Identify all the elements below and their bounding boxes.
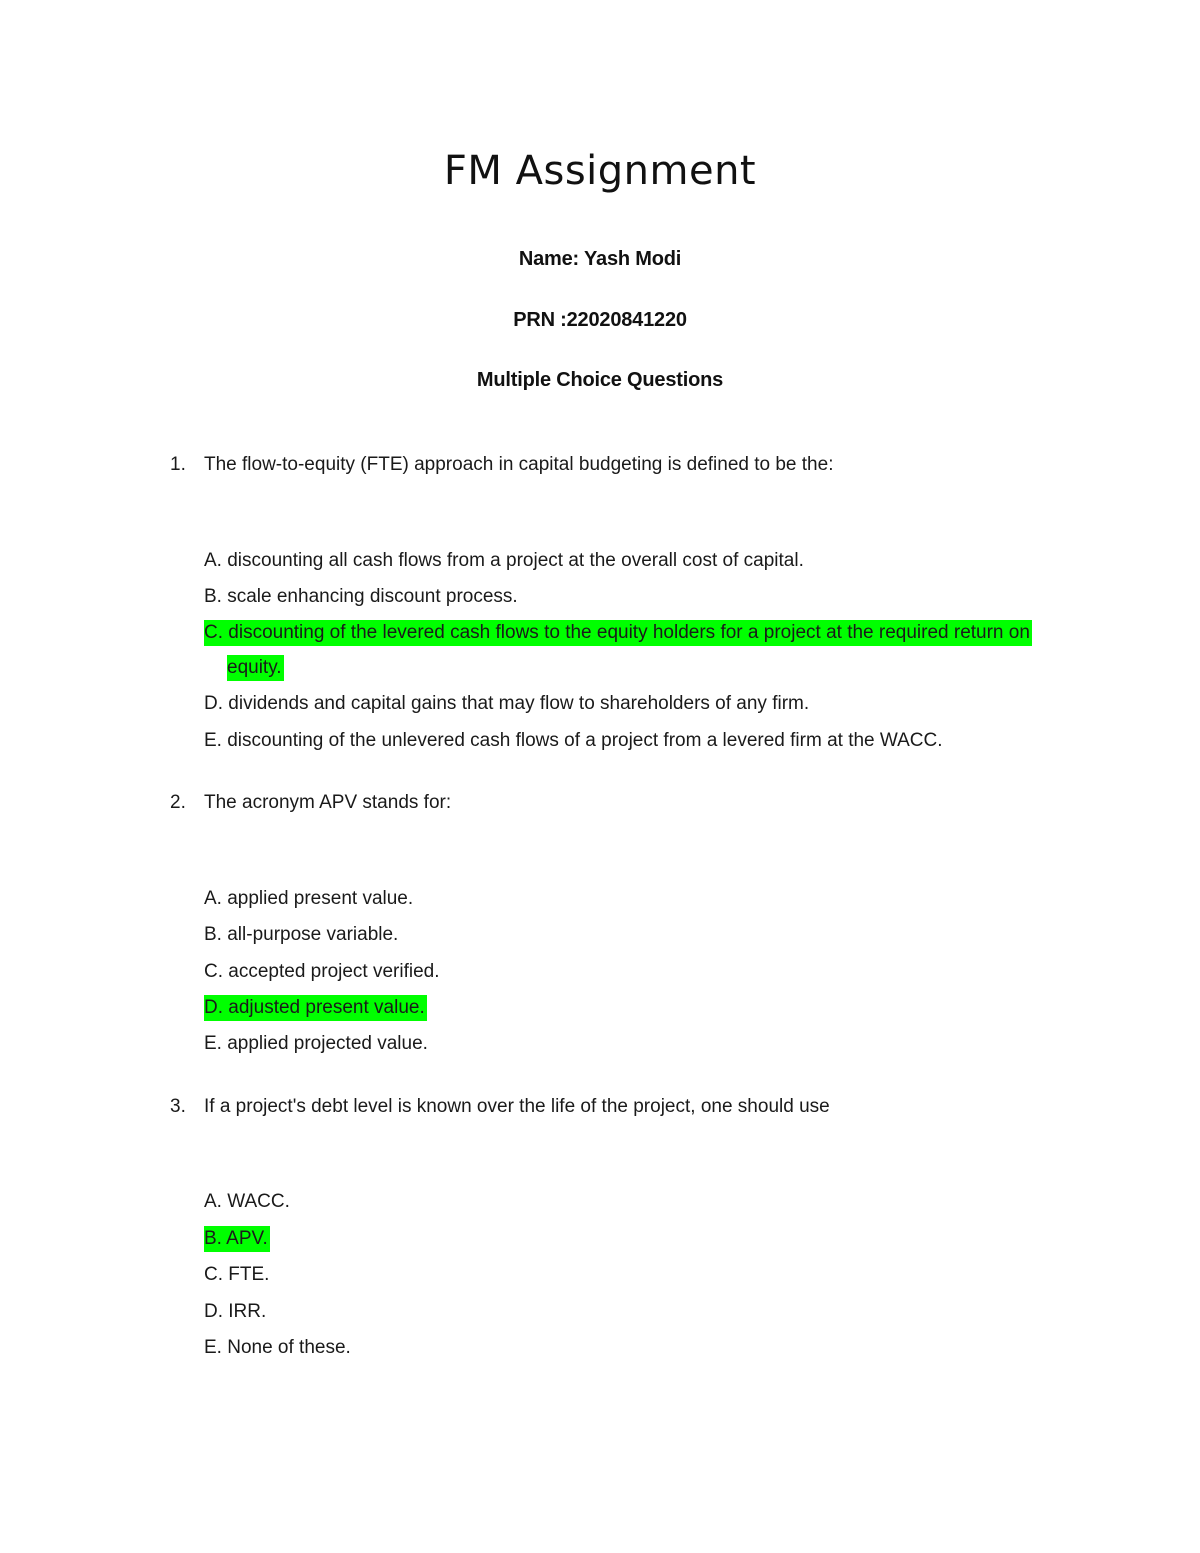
question-number: 2. [170, 792, 186, 813]
option-1b: B. scale enhancing discount process. [204, 586, 518, 607]
option-2c: C. accepted project verified. [204, 961, 440, 982]
student-prn: PRN :22020841220 [513, 309, 687, 331]
question-text: The acronym APV stands for: [204, 792, 452, 813]
question-number: 3. [170, 1096, 186, 1117]
option-2d [204, 995, 427, 1020]
option-3a: A. WACC. [204, 1191, 290, 1212]
option-3c: C. FTE. [204, 1264, 270, 1285]
option-3e: E. None of these. [204, 1337, 351, 1358]
option-1e: E. discounting of the unlevered cash flows of a project from a levered firm at the WACC. [204, 730, 943, 751]
option-2a: A. applied present value. [204, 888, 414, 909]
option-2b: B. all-purpose variable. [204, 924, 399, 945]
document-title: FM Assignment [443, 148, 757, 194]
option-2e: E. applied projected value. [204, 1033, 428, 1054]
option-1c-line-1: C. discounting of the levered cash flows to the equity holders for a project at the required return on [204, 620, 1032, 646]
option-3d: D. IRR. [204, 1301, 267, 1322]
question-text: The flow-to-equity (FTE) approach in capital budgeting is defined to be the: [204, 454, 834, 475]
option-2d-highlight: D. adjusted present value. [204, 995, 427, 1021]
section-heading: Multiple Choice Questions [476, 369, 724, 391]
option-1d: D. dividends and capital gains that may flow to shareholders of any firm. [204, 693, 810, 714]
option-3b [204, 1226, 270, 1251]
student-name: Name: Yash Modi [518, 248, 682, 270]
option-1c [204, 615, 1064, 685]
option-1c-line-2: equity. [227, 655, 284, 681]
option-1a: A. discounting all cash flows from a project at the overall cost of capital. [204, 550, 804, 571]
question-number: 1. [170, 454, 186, 475]
option-3b-highlight: B. APV. [204, 1226, 270, 1252]
question-text: If a project's debt level is known over the life of the project, one should use [204, 1096, 830, 1117]
